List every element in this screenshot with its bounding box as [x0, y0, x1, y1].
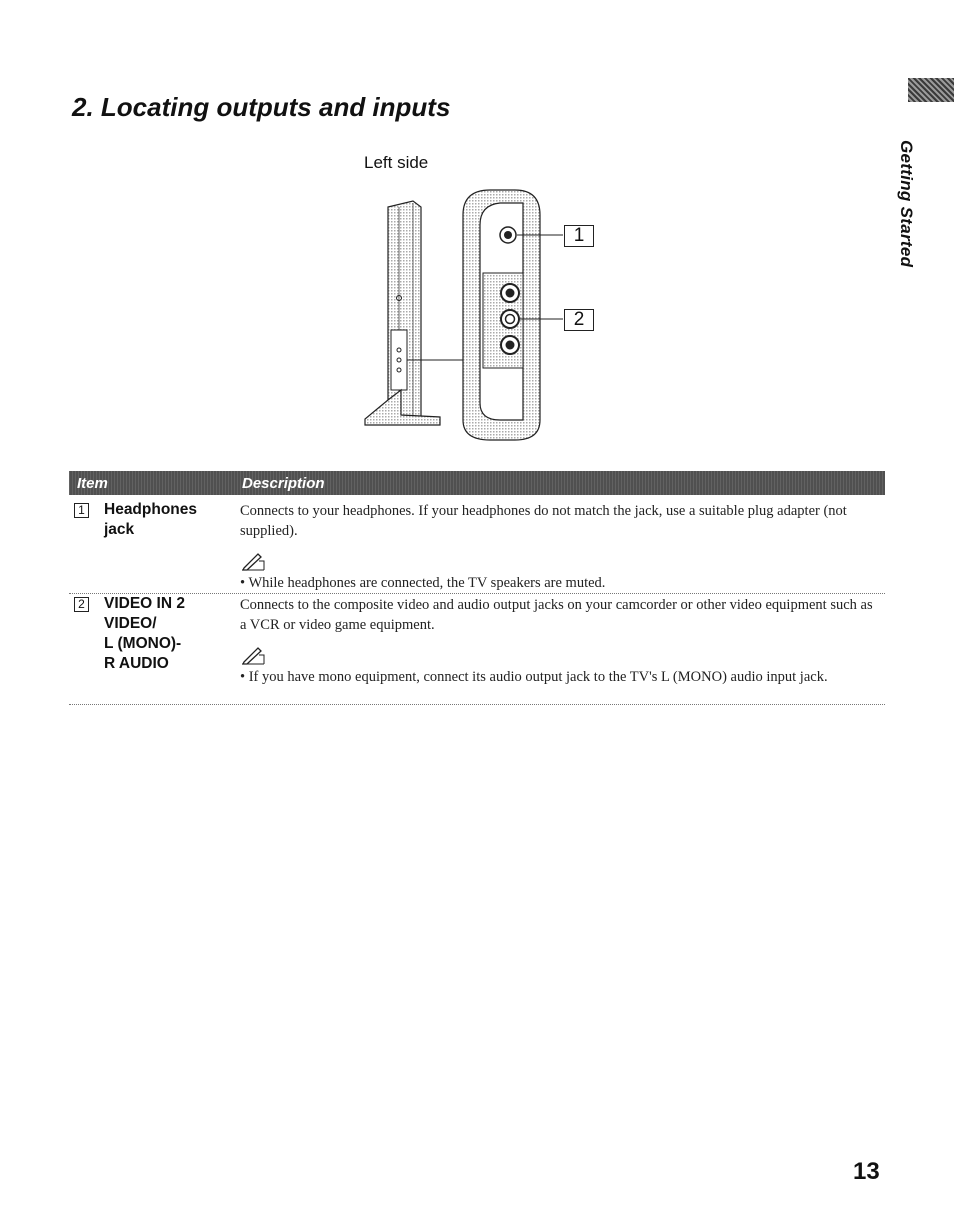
pencil-note-icon	[240, 645, 266, 665]
callout-2: 2	[564, 309, 594, 331]
item-name: VIDEO IN 2 VIDEO/ L (MONO)- R AUDIO	[104, 595, 185, 672]
header-description: Description	[242, 475, 325, 492]
item-number-badge: 1	[74, 503, 89, 518]
note-text: • While headphones are connected, the TV speakers are muted.	[240, 575, 606, 591]
item-description	[240, 501, 880, 593]
item-name: Headphones jack	[104, 501, 198, 538]
item-description	[240, 595, 880, 687]
tv-side-profile	[365, 201, 440, 425]
header-item: Item	[77, 475, 108, 492]
row-divider	[69, 593, 885, 594]
pencil-note-icon	[240, 551, 266, 571]
row-divider	[69, 704, 885, 705]
jack-panel-closeup	[463, 190, 540, 440]
section-tab-marker	[908, 78, 954, 102]
item-number-badge: 2	[74, 597, 89, 612]
description-text: Connects to your headphones. If your headphones do not match the jack, use a suitable plug adapter (not supplied).	[240, 503, 847, 539]
page-title: 2. Locating outputs and inputs	[72, 92, 451, 122]
figure-caption: Left side	[364, 153, 429, 172]
page-number: 13	[853, 1158, 880, 1185]
callout-1: 1	[564, 225, 594, 247]
description-text: Connects to the composite video and audio output jacks on your camcorder or other video equipment such as a VCR or video game equipment.	[240, 597, 873, 633]
note-text: • If you have mono equipment, connect its audio output jack to the TV's L (MONO) audio input jack.	[240, 669, 828, 685]
table-header	[69, 471, 885, 495]
section-tab-label: Getting Started	[897, 140, 916, 268]
